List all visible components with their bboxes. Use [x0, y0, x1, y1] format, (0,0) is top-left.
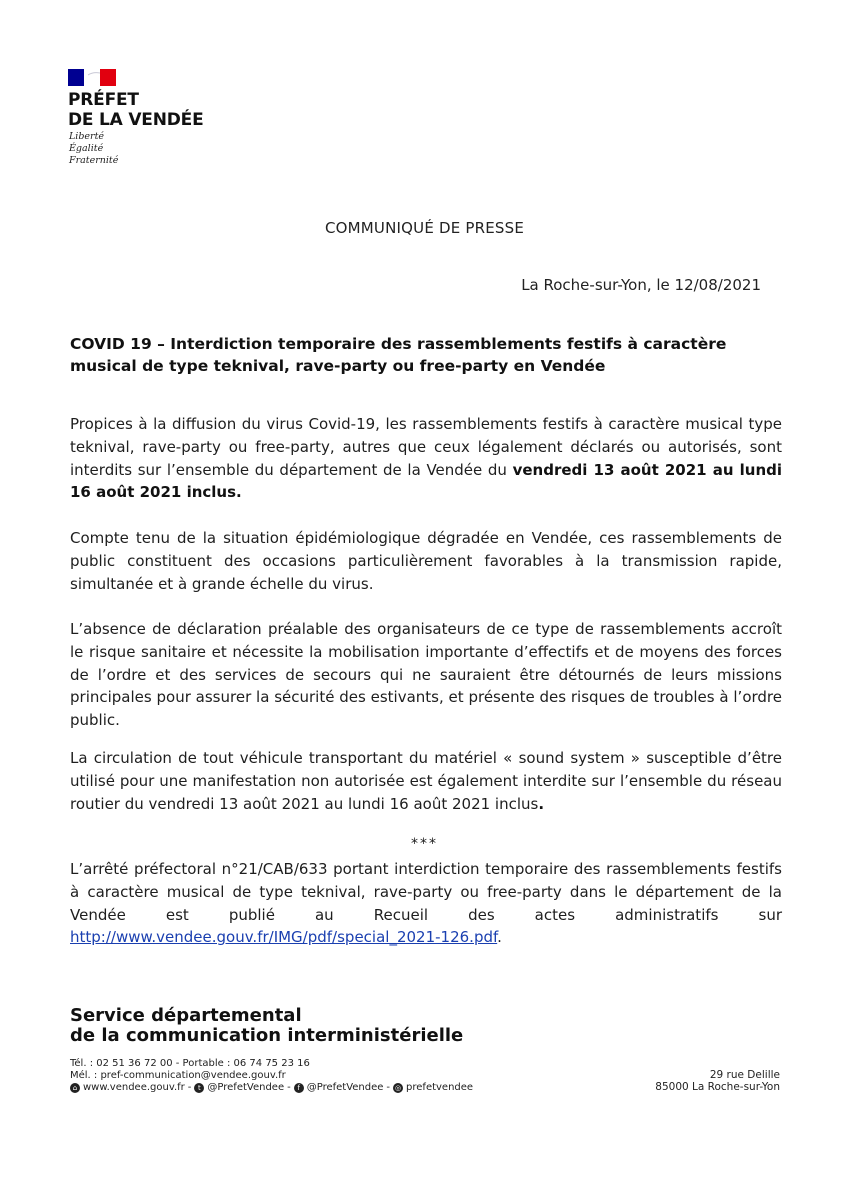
paragraph-arrete-end: . — [497, 928, 502, 947]
twitter-handle[interactable]: @PrefetVendee — [207, 1082, 285, 1093]
website-link[interactable]: www.vendee.gouv.fr — [83, 1082, 185, 1093]
separator: - — [287, 1082, 291, 1093]
paragraph-1-bold-dates: vendredi 13 août 2021 au lundi 16 août 2021 inclus. — [70, 460, 782, 502]
twitter-icon: t — [194, 1083, 204, 1093]
service-name-line1: Service départemental — [70, 1005, 302, 1026]
paragraph-2: Compte tenu de la situation épidémiologique dégradée en Vendée, ces rassemblements de public constituent des occasions particulièrement favorables à la transmission rapide, simultanée et à grande échelle du virus. — [70, 529, 782, 593]
separator: - — [187, 1082, 192, 1093]
paragraph-arrete — [70, 858, 782, 949]
instagram-handle[interactable]: prefetvendee — [406, 1082, 474, 1093]
facebook-handle[interactable]: @PrefetVendee — [306, 1082, 384, 1093]
section-separator: *** — [411, 836, 438, 852]
separator: - — [386, 1082, 391, 1093]
motto-egalite: Égalité — [69, 143, 104, 154]
paragraph-4 — [70, 747, 782, 815]
address-street: 29 rue Delille — [709, 1069, 780, 1081]
service-name-line2: de la communication interministérielle — [70, 1025, 464, 1046]
paragraph-4-text: La circulation de tout véhicule transportant du matériel « sound system » susceptible d’être utilisé pour une manifestation non autorisée est également interdite sur l’ensemble du réseau routier du vendredi 13 août 2021 au lundi 16 août 2021 inclus — [70, 749, 782, 813]
instagram-icon: ◎ — [394, 1084, 402, 1092]
motto-liberte: Liberté — [69, 131, 105, 142]
document-type-heading: COMMUNIQUÉ DE PRESSE — [324, 219, 525, 237]
motto-fraternite: Fraternité — [69, 155, 119, 166]
paragraph-arrete-text: L’arrêté préfectoral n°21/CAB/633 portant interdiction temporaire des rassemblements festifs à caractère musical de type teknival, rave-party ou free-party dans le département de la Vendée est publié au Recueil des actes administratifs sur — [70, 860, 782, 924]
place-date: La Roche-sur-Yon, le 12/08/2021 — [521, 276, 761, 294]
paragraph-1-text: Propices à la diffusion du virus Covid-19, les rassemblements festifs à caractère musical type teknival, rave-party ou free-party, autres que ceux légalement déclarés ou autorisés, sont interdits sur l’ensemble du département de la Vendée du — [70, 415, 782, 479]
contact-email: Mél. : pref-communication@vendee.gouv.fr — [70, 1070, 286, 1081]
recueil-link[interactable]: http://www.vendee.gouv.fr/IMG/pdf/special_2021-126.pdf — [70, 928, 498, 947]
website-icon: ⌂ — [70, 1083, 80, 1093]
press-release-title: COVID 19 – Interdiction temporaire des rassemblements festifs à caractère musical de type teknival, rave-party ou free-party en Vendée — [70, 335, 727, 375]
contact-social-row — [70, 1082, 473, 1094]
address-city: 85000 La Roche-sur-Yon — [655, 1081, 780, 1093]
republic-flag-logo — [68, 69, 116, 86]
institution-name-line1: PRÉFET — [68, 90, 139, 110]
paragraph-1 — [70, 413, 782, 504]
institution-name-line2: DE LA VENDÉE — [68, 110, 204, 130]
paragraph-3: L’absence de déclaration préalable des organisateurs de ce type de rassemblements accroît le risque sanitaire et nécessite la mobilisation importante d’effectifs et de moyens des forces de l’ordre et des services de secours qui ne sauraient être détournés de leurs missions principales pour assurer la sécurité des estivants, et présente des risques de troubles à l’ordre public. — [70, 620, 782, 730]
facebook-icon: f — [294, 1083, 304, 1093]
paragraph-4-end: . — [538, 794, 545, 813]
contact-phone: Tél. : 02 51 36 72 00 - Portable : 06 74 75 23 16 — [70, 1058, 310, 1069]
